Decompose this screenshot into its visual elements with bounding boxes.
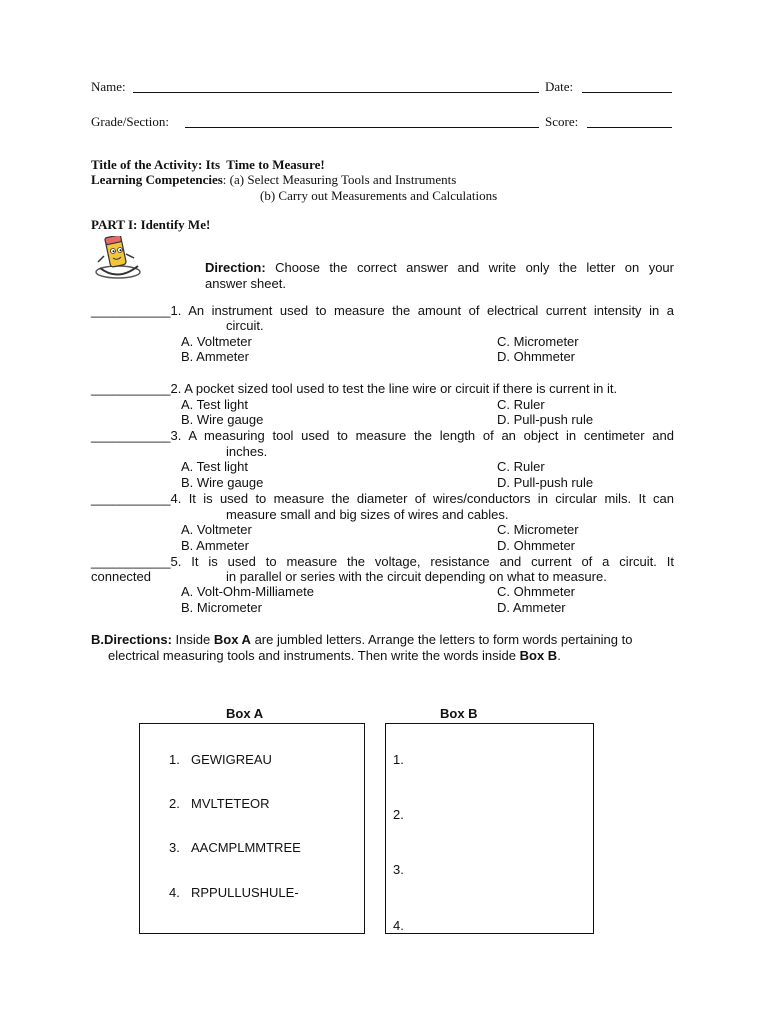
- q1-option-a: A. Voltmeter: [181, 334, 252, 349]
- competencies-label: Learning Competencies: [91, 172, 223, 187]
- question-1: [91, 303, 674, 318]
- q1-option-b: B. Ammeter: [181, 349, 249, 364]
- q2-option-d: D. Pull-push rule: [497, 412, 594, 427]
- grade-section-label: Grade/Section:: [91, 114, 169, 129]
- box-a-item-1: GEWIGREAU: [191, 752, 272, 767]
- box-a-item-2: MVLTETEOR: [191, 796, 270, 811]
- partB-box-a-ref: Box A: [213, 632, 251, 647]
- q5-option-c: C. Ohmmeter: [497, 584, 576, 599]
- box-b-title: Box B: [440, 706, 478, 721]
- answer-blank-4[interactable]: ___________: [91, 491, 171, 506]
- box-a-title: Box A: [226, 706, 264, 721]
- name-field[interactable]: [133, 92, 539, 93]
- activity-title-value: Its Time to Measure!: [205, 157, 325, 172]
- direction-line2: answer sheet.: [205, 276, 286, 291]
- box-a-item-3: AACMPLMMTREE: [191, 840, 301, 855]
- question-4-text-cont: measure small and big sizes of wires and cables.: [226, 507, 509, 522]
- activity-title-label: Title of the Activity:: [91, 157, 203, 172]
- competency-b: (b) Carry out Measurements and Calculations: [260, 188, 498, 203]
- question-3-text: 3. A measuring tool used to measure the length of an object in centimeter and: [170, 428, 674, 443]
- q4-option-a: A. Voltmeter: [181, 522, 252, 537]
- partB-text2: are jumbled letters. Arrange the letters to form words pertaining to: [254, 632, 633, 647]
- question-1-text: 1. An instrument used to measure the amount of electrical current intensity in a: [170, 303, 674, 318]
- grade-section-field[interactable]: [185, 127, 539, 128]
- box-b-number-3: 3.: [393, 862, 404, 877]
- box-a-number-4: 4.: [169, 885, 180, 900]
- q3-option-a: A. Test light: [181, 459, 248, 474]
- question-3-text-cont: inches.: [226, 444, 268, 459]
- answer-blank-3[interactable]: ___________: [91, 428, 171, 443]
- score-field[interactable]: [587, 127, 672, 128]
- q3-option-b: B. Wire gauge: [181, 475, 264, 490]
- q1-option-d: D. Ohmmeter: [497, 349, 576, 364]
- box-a-number-2: 2.: [169, 796, 180, 811]
- box-b-number-4: 4.: [393, 918, 404, 933]
- q4-option-c: C. Micrometer: [497, 522, 579, 537]
- answer-blank-1[interactable]: ___________: [91, 303, 171, 318]
- partB-text4: .: [557, 648, 561, 663]
- question-4: [91, 491, 674, 506]
- box-b-number-1: 1.: [393, 752, 404, 767]
- q2-option-b: B. Wire gauge: [181, 412, 264, 427]
- q2-option-c: C. Ruler: [497, 397, 545, 412]
- name-label: Name:: [91, 79, 126, 94]
- q5-option-b: B. Micrometer: [181, 600, 262, 615]
- partB-directions-line1: [91, 632, 632, 647]
- answer-blank-2[interactable]: ___________: [91, 381, 171, 396]
- activity-title: [91, 157, 325, 173]
- question-1-text-cont: circuit.: [226, 318, 264, 333]
- question-4-text: 4. It is used to measure the diameter of wires/conductors in circular mils. It can: [170, 491, 674, 506]
- q2-option-a: A. Test light: [181, 397, 248, 412]
- box-a-number-1: 1.: [169, 752, 180, 767]
- q3-option-d: D. Pull-push rule: [497, 475, 594, 490]
- direction-text: Choose the correct answer and write only the letter on your: [275, 260, 674, 275]
- question-5: [91, 554, 674, 569]
- direction-label: Direction:: [205, 260, 266, 275]
- box-a-item-4: RPPULLUSHULE-: [191, 885, 299, 900]
- q4-option-d: D. Ohmmeter: [497, 538, 576, 553]
- competency-a: : (a) Select Measuring Tools and Instruments: [222, 172, 457, 187]
- date-label: Date:: [545, 79, 574, 94]
- learning-competencies: [91, 172, 456, 188]
- partB-text1: Inside: [175, 632, 211, 647]
- pencil-mascot-icon: [92, 236, 152, 282]
- q5-option-d: D. Ammeter: [497, 600, 566, 615]
- answer-blank-5[interactable]: ___________: [91, 554, 171, 569]
- partB-text3: electrical measuring tools and instruments. Then write the words inside: [108, 648, 517, 663]
- question-3: [91, 428, 674, 443]
- partB-box-b-ref: Box B: [519, 648, 558, 663]
- box-a-number-3: 3.: [169, 840, 180, 855]
- box-b-number-2: 2.: [393, 807, 404, 822]
- question-2: [91, 381, 617, 396]
- partB-label: B.Directions:: [91, 632, 172, 647]
- q5-option-a: A. Volt-Ohm-Milliamete: [181, 584, 314, 599]
- question-5-text: 5. It is used to measure the voltage, resistance and current of a circuit. It: [170, 554, 674, 569]
- q1-option-c: C. Micrometer: [497, 334, 579, 349]
- question-5-text-cont: in parallel or series with the circuit depending on what to measure.: [226, 569, 607, 584]
- part1-heading: PART I: Identify Me!: [91, 217, 211, 232]
- date-field[interactable]: [582, 92, 672, 93]
- score-label: Score:: [545, 114, 579, 129]
- direction-line1: [205, 260, 674, 275]
- question-2-text: 2. A pocket sized tool used to test the line wire or circuit if there is current in it.: [170, 381, 618, 396]
- question-5-connected: connected: [91, 569, 151, 584]
- partB-directions-line2: [108, 648, 561, 663]
- box-b: [385, 723, 594, 934]
- q4-option-b: B. Ammeter: [181, 538, 249, 553]
- q3-option-c: C. Ruler: [497, 459, 545, 474]
